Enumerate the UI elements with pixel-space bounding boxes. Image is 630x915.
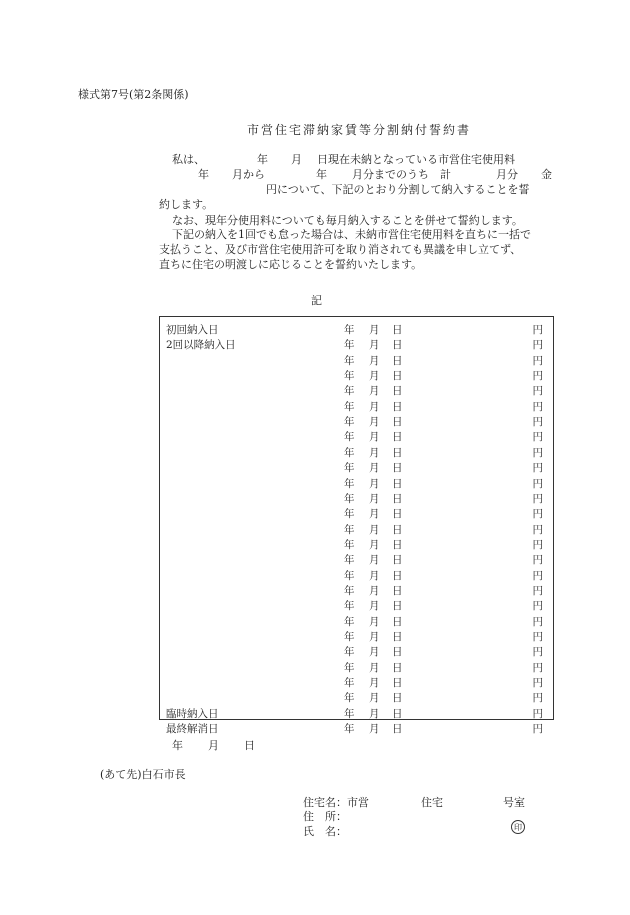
installment-table xyxy=(159,316,554,736)
table-row xyxy=(160,491,553,506)
month-label: 月 xyxy=(369,477,380,490)
table-row xyxy=(160,383,553,398)
day-label: 日 xyxy=(392,707,403,720)
yen-label: 円 xyxy=(532,523,543,536)
month-label: 月 xyxy=(369,646,380,659)
row-label: 初回納入日 xyxy=(166,324,219,336)
table-row xyxy=(160,353,553,368)
year-label: 年 xyxy=(344,477,355,490)
yen-label: 円 xyxy=(532,462,543,475)
seal-mark: 印 xyxy=(511,820,525,834)
day-label: 日 xyxy=(392,477,403,490)
day-label: 日 xyxy=(392,584,403,597)
table-row xyxy=(160,598,553,613)
row-label: 臨時納入日 xyxy=(166,707,219,720)
month-label: 月 xyxy=(369,677,380,690)
residence-prefix: 市営 xyxy=(347,796,369,809)
ki-heading: 記 xyxy=(311,294,322,307)
day-label: 日 xyxy=(392,339,403,352)
year-label: 年 xyxy=(344,661,355,674)
month-label: 月 xyxy=(369,523,380,536)
year-label: 年 xyxy=(344,416,355,429)
month-label: 月 xyxy=(369,354,380,367)
year-label: 年 xyxy=(344,692,355,705)
body-text: 月分 xyxy=(496,168,518,181)
table-row xyxy=(160,721,553,736)
day-label: 日 xyxy=(392,446,403,459)
year-label: 年 xyxy=(344,431,355,444)
month-label: 月 xyxy=(369,569,380,582)
table-row xyxy=(160,690,553,705)
year-label: 年 xyxy=(344,400,355,413)
day-label: 日 xyxy=(392,431,403,444)
day-label: 日 xyxy=(392,370,403,383)
row-label: 最終解消日 xyxy=(166,723,219,736)
day-label: 日 xyxy=(392,723,403,736)
year-label: 年 xyxy=(344,677,355,690)
day-label: 日 xyxy=(392,600,403,613)
month-label: 月 xyxy=(369,615,380,628)
table-row xyxy=(160,552,553,567)
year-label: 年 xyxy=(344,600,355,613)
body-text: 直ちに住宅の明渡しに応じることを誓約いたします。 xyxy=(159,258,423,271)
table-row xyxy=(160,644,553,659)
table-row xyxy=(160,476,553,491)
day-label: 日 xyxy=(392,523,403,536)
table-row xyxy=(160,368,553,383)
year-label: 年 xyxy=(344,339,355,352)
year-label: 年 xyxy=(344,554,355,567)
yen-label: 円 xyxy=(532,707,543,720)
yen-label: 円 xyxy=(532,385,543,398)
month-label: 月 xyxy=(369,446,380,459)
yen-label: 円 xyxy=(532,431,543,444)
year-label: 年 xyxy=(344,462,355,475)
yen-label: 円 xyxy=(532,646,543,659)
day-label: 日 xyxy=(392,416,403,429)
body-text: 支払うこと、及び市営住宅使用許可を取り消されても異議を申し立てず、 xyxy=(159,243,522,256)
room-suffix: 号室 xyxy=(503,796,525,809)
year-label: 年 xyxy=(344,354,355,367)
table-row xyxy=(160,322,553,337)
table-row xyxy=(160,445,553,460)
yen-label: 円 xyxy=(532,554,543,567)
table-row xyxy=(160,522,553,537)
body-text: なお、現年分使用料についても毎月納入することを併せて誓約します。 xyxy=(172,214,523,227)
day-label: 日 xyxy=(392,646,403,659)
form-number-label: 様式第7号(第2条関係) xyxy=(78,88,189,101)
table-row xyxy=(160,706,553,721)
day-label: 日 xyxy=(392,569,403,582)
yen-label: 円 xyxy=(532,508,543,521)
month-label: 月 xyxy=(369,723,380,736)
day-label: 日 xyxy=(392,631,403,643)
day-label: 日 xyxy=(392,661,403,674)
year-label: 年 xyxy=(344,646,355,659)
year-label: 年 xyxy=(344,492,355,505)
body-text: 年 xyxy=(198,168,209,181)
day-label: 日 xyxy=(392,692,403,705)
body-text: 月から xyxy=(232,168,265,181)
yen-label: 円 xyxy=(532,569,543,582)
day-label: 日 xyxy=(392,508,403,521)
month-label: 月 xyxy=(369,508,380,521)
day-label: 日 xyxy=(392,538,403,551)
table-row xyxy=(160,429,553,444)
year-label: 年 xyxy=(344,446,355,459)
month-label: 月 xyxy=(369,400,380,413)
yen-label: 円 xyxy=(532,538,543,551)
day-label: 日 xyxy=(392,677,403,690)
year-label: 年 xyxy=(344,584,355,597)
day-label: 日 xyxy=(392,615,403,628)
body-text: 月分までのうち 計 xyxy=(352,168,451,181)
year-label: 年 xyxy=(344,324,355,336)
month-label: 月 xyxy=(369,339,380,352)
year-label: 年 xyxy=(344,615,355,628)
year-label: 年 xyxy=(344,385,355,398)
year-label: 年 xyxy=(344,569,355,582)
year-label: 年 xyxy=(344,508,355,521)
day-label: 日 xyxy=(392,400,403,413)
body-text: 下記の納入を1回でも怠った場合は、未納市営住宅使用料を直ちに一括で xyxy=(172,228,531,241)
table-row xyxy=(160,568,553,583)
year-label: 年 xyxy=(344,707,355,720)
date-month-label: 月 xyxy=(208,739,219,752)
residence-suffix: 住宅 xyxy=(421,796,443,809)
yen-label: 円 xyxy=(532,324,543,336)
month-label: 月 xyxy=(369,492,380,505)
month-label: 月 xyxy=(369,385,380,398)
month-label: 月 xyxy=(369,584,380,597)
year-label: 年 xyxy=(344,370,355,383)
table-row xyxy=(160,660,553,675)
year-label: 年 xyxy=(344,631,355,643)
addressee: (あて先)白石市長 xyxy=(100,768,186,781)
yen-label: 円 xyxy=(532,339,543,352)
body-text: 金 xyxy=(541,168,552,181)
yen-label: 円 xyxy=(532,584,543,597)
address-label: 住 所： xyxy=(303,810,347,823)
table-row xyxy=(160,460,553,475)
body-text: 日現在未納となっている市営住宅使用料 xyxy=(317,153,515,166)
yen-label: 円 xyxy=(532,446,543,459)
table-row xyxy=(160,675,553,690)
table-row xyxy=(160,506,553,521)
month-label: 月 xyxy=(369,538,380,551)
table-row xyxy=(160,414,553,429)
yen-label: 円 xyxy=(532,692,543,705)
yen-label: 円 xyxy=(532,631,543,643)
date-day-label: 日 xyxy=(244,739,255,752)
document-title: 市営住宅滞納家賃等分割納付誓約書 xyxy=(247,123,472,137)
year-label: 年 xyxy=(344,538,355,551)
body-text: 月 xyxy=(291,153,302,166)
body-text: 円について、下記のとおり分割して納入することを誓 xyxy=(266,183,530,196)
body-text: 年 xyxy=(316,168,327,181)
table-row xyxy=(160,399,553,414)
month-label: 月 xyxy=(369,431,380,444)
date-year-label: 年 xyxy=(172,739,183,752)
table-row xyxy=(160,537,553,552)
yen-label: 円 xyxy=(532,370,543,383)
table-row xyxy=(160,337,553,352)
month-label: 月 xyxy=(369,324,380,336)
body-text: 約します。 xyxy=(159,198,214,211)
month-label: 月 xyxy=(369,631,380,643)
yen-label: 円 xyxy=(532,354,543,367)
name-label: 氏 名： xyxy=(303,825,347,838)
year-label: 年 xyxy=(344,523,355,536)
day-label: 日 xyxy=(392,354,403,367)
body-text: 私は、 xyxy=(172,153,205,166)
day-label: 日 xyxy=(392,554,403,567)
month-label: 月 xyxy=(369,692,380,705)
yen-label: 円 xyxy=(532,723,543,736)
yen-label: 円 xyxy=(532,416,543,429)
month-label: 月 xyxy=(369,462,380,475)
day-label: 日 xyxy=(392,324,403,336)
day-label: 日 xyxy=(392,462,403,475)
table-row xyxy=(160,583,553,598)
month-label: 月 xyxy=(369,661,380,674)
day-label: 日 xyxy=(392,492,403,505)
table-row xyxy=(160,614,553,629)
month-label: 月 xyxy=(369,600,380,613)
yen-label: 円 xyxy=(532,615,543,628)
month-label: 月 xyxy=(369,554,380,567)
row-label: 2回以降納入日 xyxy=(166,339,236,352)
table-row xyxy=(160,629,553,644)
yen-label: 円 xyxy=(532,677,543,690)
day-label: 日 xyxy=(392,385,403,398)
body-text: 年 xyxy=(257,153,268,166)
yen-label: 円 xyxy=(532,661,543,674)
month-label: 月 xyxy=(369,416,380,429)
month-label: 月 xyxy=(369,707,380,720)
year-label: 年 xyxy=(344,723,355,736)
month-label: 月 xyxy=(369,370,380,383)
yen-label: 円 xyxy=(532,492,543,505)
yen-label: 円 xyxy=(532,477,543,490)
residence-label: 住宅名： xyxy=(303,796,347,809)
yen-label: 円 xyxy=(532,400,543,413)
yen-label: 円 xyxy=(532,600,543,613)
